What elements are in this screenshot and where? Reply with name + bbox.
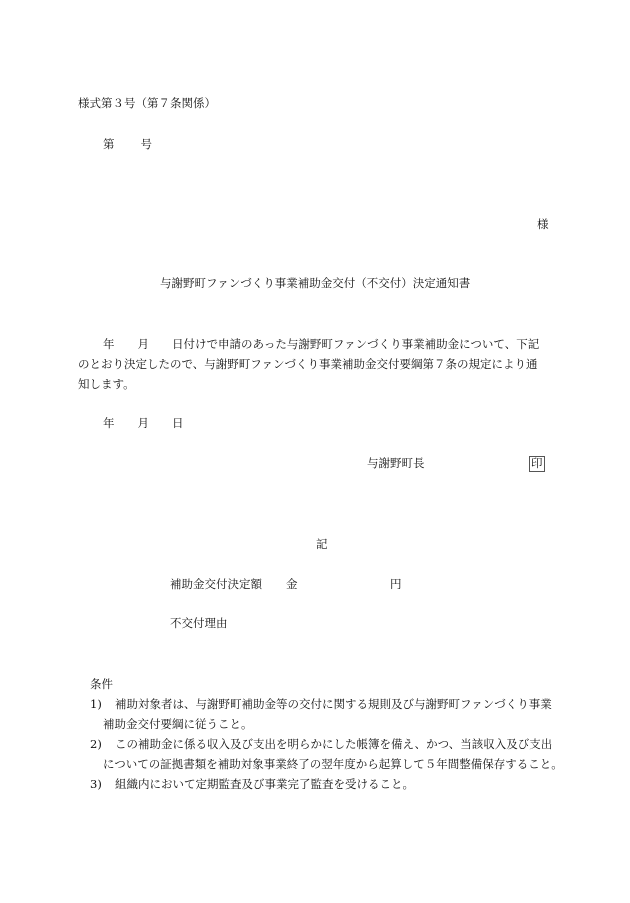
- condition-number: 3): [90, 777, 102, 791]
- condition-number: 1): [90, 697, 102, 711]
- condition-text: 補助対象者は、与謝野町補助金等の交付に関する規則及び与謝野町ファンづくり事業: [115, 697, 552, 711]
- condition-text: 組織内において定期監査及び事業完了監査を受けること。: [115, 777, 414, 791]
- body-line-2: のとおり決定したので、与謝野町ファンづくり事業補助金交付要綱第７条の規定により通: [78, 357, 538, 371]
- condition-text-continued: 補助金交付要綱に従うこと。: [103, 717, 253, 731]
- document-number: 第 号: [103, 137, 153, 151]
- body-line-1: 年 月 日付けで申請のあった与謝野町ファンづくり事業補助金について、下記: [103, 337, 540, 351]
- condition-text: この補助金に係る収入及び支出を明らかにした帳簿を備え、かつ、当該収入及び支出: [115, 737, 553, 751]
- ki-heading: 記: [316, 537, 328, 551]
- amount-kin: 金: [286, 577, 298, 591]
- condition-number: 2): [90, 737, 102, 751]
- condition-text-continued: についての証拠書類を補助対象事業終了の翌年度から起算して５年間整備保存すること。: [103, 757, 563, 771]
- conditions-heading: 条件: [90, 677, 113, 691]
- amount-label: 補助金交付決定額: [170, 577, 262, 591]
- form-label: 様式第３号（第７条関係）: [78, 96, 216, 110]
- issue-date: 年 月 日: [103, 416, 184, 430]
- amount-yen: 円: [390, 577, 402, 591]
- addressee-suffix: 様: [537, 217, 549, 231]
- non-grant-reason-label: 不交付理由: [170, 616, 228, 630]
- body-line-3: 知します。: [78, 377, 135, 391]
- issuer-name: 与謝野町長: [367, 456, 425, 470]
- document-title: 与謝野町ファンづくり事業補助金交付（不交付）決定通知書: [160, 276, 471, 290]
- seal-mark: 印: [531, 456, 543, 470]
